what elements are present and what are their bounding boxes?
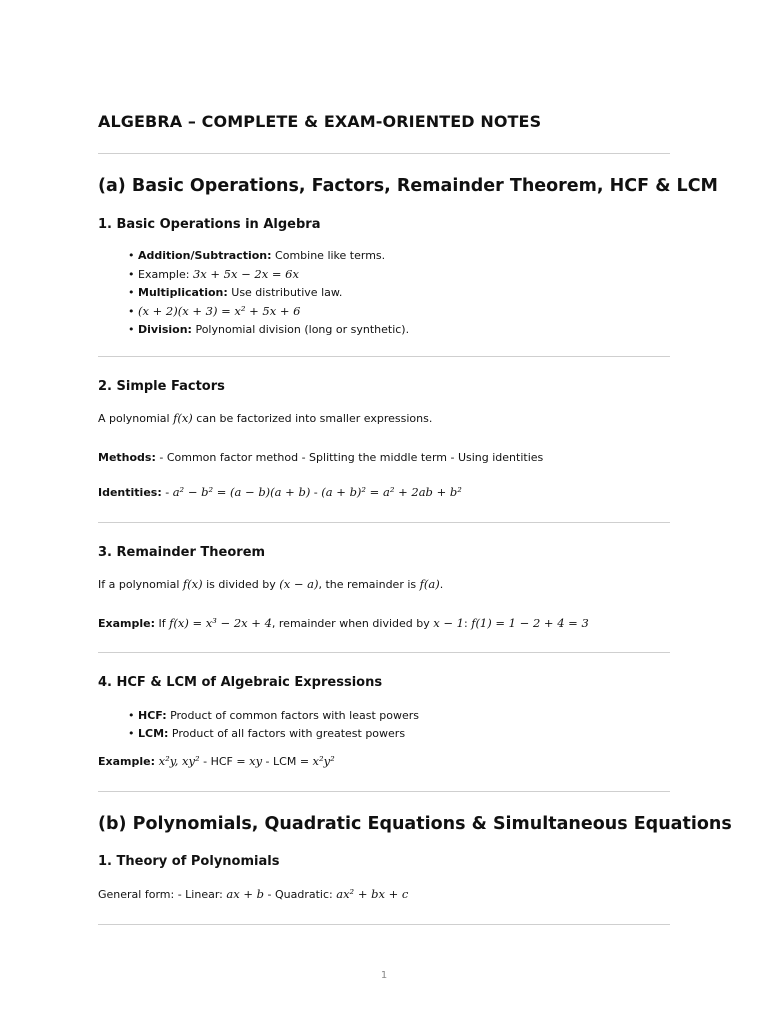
subsection-simple-factors-heading: 2. Simple Factors	[98, 379, 225, 394]
paragraph: Identities: - a² − b² = (a − b)(a + b) - (a + b)² = a² + 2ab + b²	[98, 485, 462, 499]
paragraph: A polynomial f(x) can be factorized into smaller expressions.	[98, 411, 433, 425]
divider	[98, 522, 670, 523]
paragraph: General form: - Linear: ax + b - Quadratic: ax² + bx + c	[98, 887, 409, 901]
hcf-lcm-list	[128, 707, 419, 743]
section-a-heading: (a) Basic Operations, Factors, Remainder Theorem, HCF & LCM	[98, 176, 718, 196]
divider	[98, 652, 670, 653]
list-item: • Example: 3x + 5x − 2x = 6x	[128, 265, 409, 284]
list-item: • Addition/Subtraction: Combine like terms.	[128, 247, 409, 265]
basic-operations-list	[128, 247, 409, 339]
list-item: • LCM: Product of all factors with greatest powers	[128, 725, 419, 743]
paragraph: If a polynomial f(x) is divided by (x − a), the remainder is f(a).	[98, 577, 444, 591]
subsection-theory-polynomials-heading: 1. Theory of Polynomials	[98, 854, 280, 869]
divider	[98, 924, 670, 925]
paragraph: Example: If f(x) = x³ − 2x + 4, remainder when divided by x − 1: f(1) = 1 − 2 + 4 = 3	[98, 616, 589, 630]
list-item: • HCF: Product of common factors with least powers	[128, 707, 419, 725]
subsection-hcf-lcm-heading: 4. HCF & LCM of Algebraic Expressions	[98, 675, 383, 690]
list-item: • Multiplication: Use distributive law.	[128, 284, 409, 302]
page-number: 1	[380, 970, 388, 981]
list-item: • (x + 2)(x + 3) = x² + 5x + 6	[128, 302, 409, 321]
paragraph: Methods: - Common factor method - Splitting the middle term - Using identities	[98, 451, 544, 464]
subsection-remainder-theorem-heading: 3. Remainder Theorem	[98, 545, 266, 560]
list-item: • Division: Polynomial division (long or synthetic).	[128, 321, 409, 339]
section-b-heading: (b) Polynomials, Quadratic Equations & Simultaneous Equations	[98, 814, 732, 834]
divider	[98, 791, 670, 792]
paragraph: Example: x²y, xy² - HCF = xy - LCM = x²y²	[98, 754, 335, 768]
subsection-basic-operations-heading: 1. Basic Operations in Algebra	[98, 217, 321, 232]
divider	[98, 356, 670, 357]
document-title: ALGEBRA – COMPLETE & EXAM-ORIENTED NOTES	[98, 112, 542, 131]
divider	[98, 153, 670, 154]
